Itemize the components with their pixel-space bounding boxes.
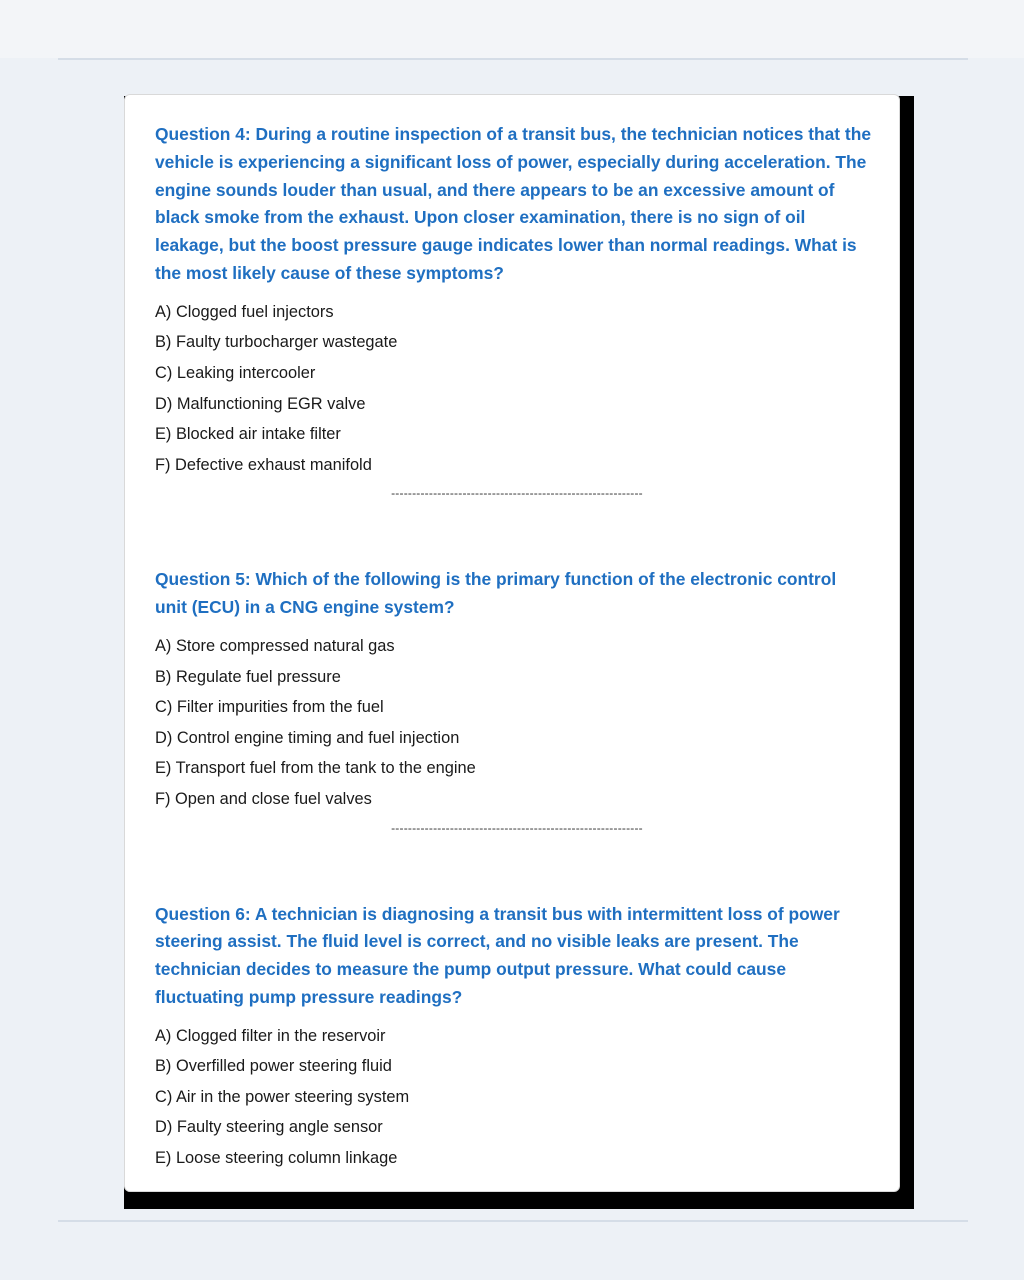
question-4: [155, 121, 871, 500]
answer-option: D) Faulty steering angle sensor: [155, 1118, 383, 1137]
answer-option: A) Clogged fuel injectors: [155, 302, 334, 321]
answer-option: C) Air in the power steering system: [155, 1087, 410, 1106]
question-text: Question 4: During a routine inspection of a transit bus, the technician notices that the vehicle is experiencing a significant loss of power, especially during acceleration. The engine sounds louder than usual, and there appears to be an excessive amount of black smoke from the exhaust. Upon closer examination, there is no sign of oil leakage, but the boost pressure gauge indicates lower than normal readings. What is the most likely cause of these symptoms?: [155, 124, 871, 283]
answer-options: [155, 1021, 871, 1174]
document-page: [124, 94, 900, 1192]
spacer: [155, 500, 871, 566]
answer-option: C) Filter impurities from the fuel: [155, 698, 384, 717]
answer-options: [155, 631, 871, 815]
bottom-divider: [58, 1220, 968, 1222]
answer-option: C) Leaking intercooler: [155, 363, 316, 382]
answer-option: A) Store compressed natural gas: [155, 636, 395, 655]
answer-option: A) Clogged filter in the reservoir: [155, 1026, 386, 1045]
answer-option: B) Faulty turbocharger wastegate: [155, 333, 398, 352]
question-separator: ------------------------------------------------------------: [391, 820, 643, 835]
question-6: [155, 901, 871, 1174]
answer-option: E) Transport fuel from the tank to the engine: [155, 759, 476, 778]
answer-option: D) Malfunctioning EGR valve: [155, 394, 366, 413]
answer-option: E) Loose steering column linkage: [155, 1149, 398, 1168]
question-text: Question 6: A technician is diagnosing a transit bus with intermittent loss of power steering assist. The fluid level is correct, and no visible leaks are present. The technician decides to measure the pump output pressure. What could cause fluctuating pump pressure readings?: [155, 903, 840, 1007]
top-divider: [58, 58, 968, 60]
answer-option: F) Open and close fuel valves: [155, 789, 372, 808]
question-5: [155, 566, 871, 834]
question-text: Question 5: Which of the following is the primary function of the electronic control unit (ECU) in a CNG engine system?: [155, 569, 837, 618]
spacer: [155, 835, 871, 901]
page-content: [155, 121, 871, 1174]
answer-option: B) Regulate fuel pressure: [155, 667, 341, 686]
answer-option: F) Defective exhaust manifold: [155, 455, 372, 474]
answer-option: B) Overfilled power steering fluid: [155, 1057, 392, 1076]
answer-options: [155, 297, 871, 481]
viewer-top-bar: [0, 0, 1024, 58]
question-separator: ------------------------------------------------------------: [391, 486, 643, 501]
answer-option: E) Blocked air intake filter: [155, 425, 341, 444]
answer-option: D) Control engine timing and fuel injection: [155, 728, 460, 747]
